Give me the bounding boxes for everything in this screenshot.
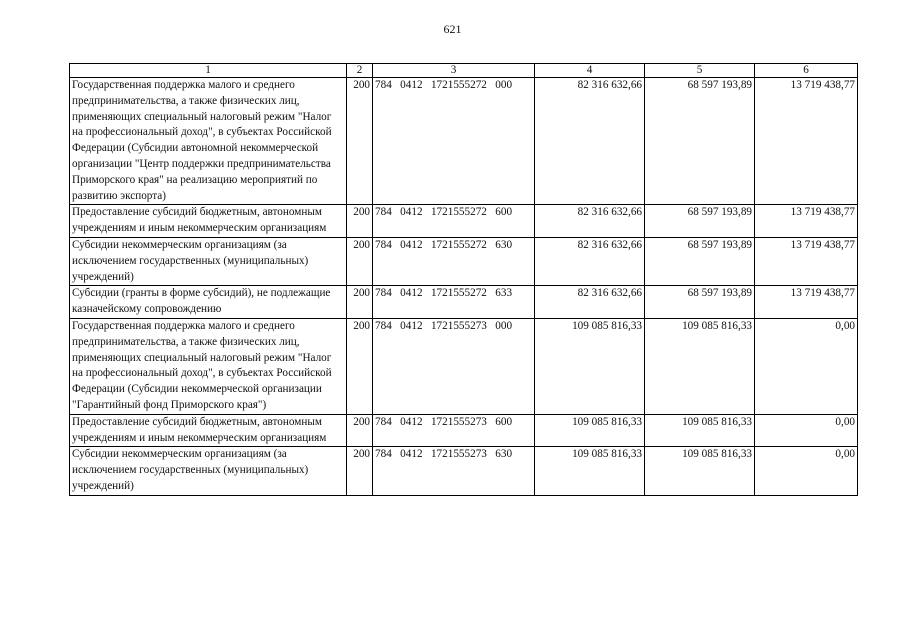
amount-4-cell: 109 085 816,33 (535, 318, 645, 414)
header-cell: 3 (373, 64, 535, 78)
amount-5-cell: 109 085 816,33 (645, 414, 755, 447)
code-3-cell: 784 0412 1721555273 000 (373, 318, 535, 414)
header-cell: 6 (755, 64, 858, 78)
code-2-cell: 200 (347, 286, 373, 319)
item-name-cell: Государственная поддержка малого и среднего предпринимательства, а также физических лиц, применяющих специальный налоговый режим "Налог на профессиональный доход", в субъектах Российской Федерации (Субсидии автономной некоммерческой организации "Центр поддержки предпринимательства Приморского края" на реализацию мероприятий по развитию экспорта) (70, 78, 347, 205)
amount-4-cell: 82 316 632,66 (535, 237, 645, 285)
amount-4-cell: 82 316 632,66 (535, 205, 645, 238)
item-name-cell: Государственная поддержка малого и среднего предпринимательства, а также физических лиц, применяющих специальный налоговый режим "Налог на профессиональный доход", в субъектах Российской Федерации (Субсидии некоммерческой организации "Гарантийный фонд Приморского края") (70, 318, 347, 414)
amount-5-cell: 68 597 193,89 (645, 237, 755, 285)
amount-6-cell: 13 719 438,77 (755, 205, 858, 238)
amount-4-cell: 109 085 816,33 (535, 447, 645, 495)
page-number: 621 (443, 22, 462, 36)
amount-5-cell: 109 085 816,33 (645, 447, 755, 495)
table-row (70, 447, 858, 495)
item-name-cell: Предоставление субсидий бюджетным, автономным учреждениям и иным некоммерческим организациям (70, 414, 347, 447)
code-2-cell: 200 (347, 414, 373, 447)
code-3-cell: 784 0412 1721555272 600 (373, 205, 535, 238)
code-3-cell: 784 0412 1721555272 633 (373, 286, 535, 319)
code-2-cell: 200 (347, 78, 373, 205)
header-cell: 1 (70, 64, 347, 78)
table-body (70, 64, 858, 496)
table-header-row (70, 64, 858, 78)
table-row (70, 237, 858, 285)
item-name-cell: Предоставление субсидий бюджетным, автономным учреждениям и иным некоммерческим организациям (70, 205, 347, 238)
table-row (70, 414, 858, 447)
item-name-cell: Субсидии некоммерческим организациям (за исключением государственных (муниципальных) учреждений) (70, 237, 347, 285)
table-row (70, 78, 858, 205)
table-row (70, 286, 858, 319)
amount-4-cell: 82 316 632,66 (535, 78, 645, 205)
amount-6-cell: 0,00 (755, 414, 858, 447)
amount-6-cell: 0,00 (755, 318, 858, 414)
amount-6-cell: 13 719 438,77 (755, 286, 858, 319)
header-cell: 5 (645, 64, 755, 78)
table-row (70, 318, 858, 414)
amount-5-cell: 68 597 193,89 (645, 205, 755, 238)
header-cell: 2 (347, 64, 373, 78)
code-3-cell: 784 0412 1721555273 600 (373, 414, 535, 447)
amount-5-cell: 68 597 193,89 (645, 286, 755, 319)
code-3-cell: 784 0412 1721555273 630 (373, 447, 535, 495)
amount-6-cell: 13 719 438,77 (755, 78, 858, 205)
amount-5-cell: 68 597 193,89 (645, 78, 755, 205)
amount-4-cell: 82 316 632,66 (535, 286, 645, 319)
code-2-cell: 200 (347, 318, 373, 414)
table-row (70, 205, 858, 238)
item-name-cell: Субсидии некоммерческим организациям (за исключением государственных (муниципальных) учреждений) (70, 447, 347, 495)
code-3-cell: 784 0412 1721555272 000 (373, 78, 535, 205)
amount-6-cell: 13 719 438,77 (755, 237, 858, 285)
code-2-cell: 200 (347, 205, 373, 238)
code-2-cell: 200 (347, 237, 373, 285)
item-name-cell: Субсидии (гранты в форме субсидий), не подлежащие казначейскому сопровождению (70, 286, 347, 319)
code-3-cell: 784 0412 1721555272 630 (373, 237, 535, 285)
amount-4-cell: 109 085 816,33 (535, 414, 645, 447)
code-2-cell: 200 (347, 447, 373, 495)
amount-6-cell: 0,00 (755, 447, 858, 495)
budget-table (69, 63, 858, 496)
amount-5-cell: 109 085 816,33 (645, 318, 755, 414)
header-cell: 4 (535, 64, 645, 78)
